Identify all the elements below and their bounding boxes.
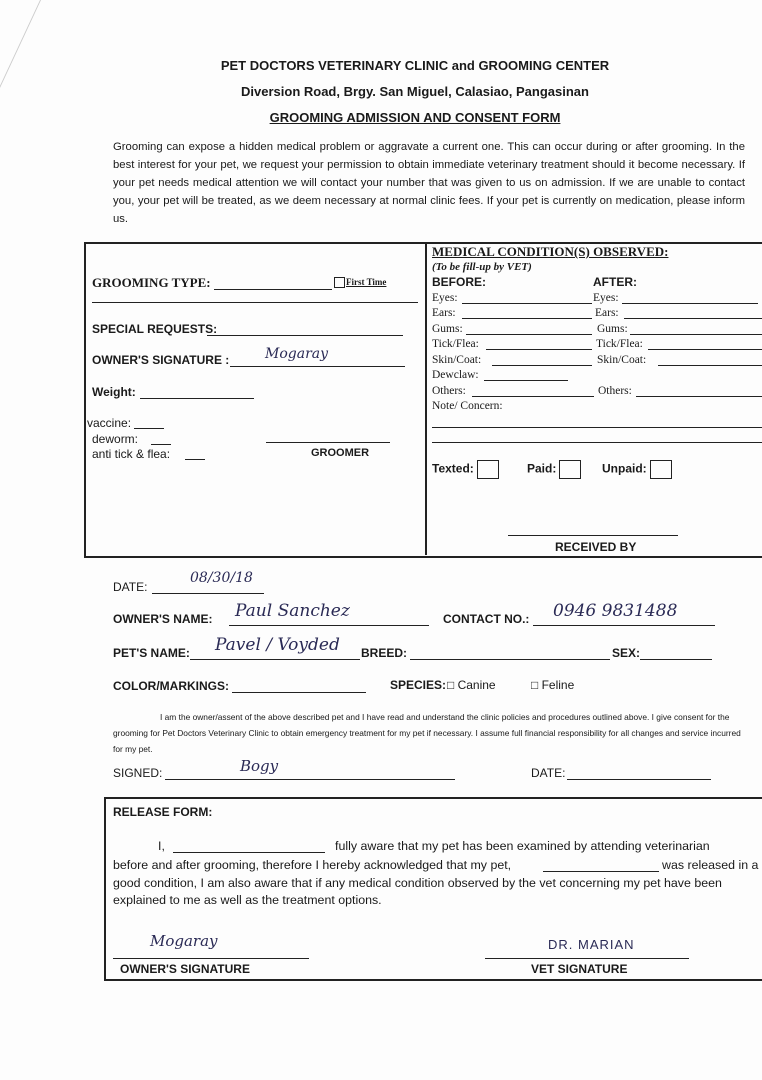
after-others: Others: <box>598 385 632 397</box>
release-title: RELEASE FORM: <box>113 805 213 819</box>
texted-label: Texted: <box>432 461 474 476</box>
grooming-type-field[interactable] <box>214 289 332 290</box>
before-eyes-field[interactable] <box>462 303 592 304</box>
medical-subtitle: (To be fill-up by VET) <box>432 261 532 273</box>
before-tick-field[interactable] <box>486 349 592 350</box>
owner-release-signature-label: OWNER'S SIGNATURE <box>120 962 250 976</box>
paid-checkbox[interactable] <box>527 460 581 479</box>
after-ears: Ears: <box>595 307 619 319</box>
after-heading: AFTER: <box>593 275 637 289</box>
clinic-name: PET DOCTORS VETERINARY CLINIC and GROOMING CENTER <box>220 58 610 73</box>
grooming-type-field-2[interactable] <box>92 302 418 303</box>
before-tick: Tick/Flea: <box>432 338 479 350</box>
box-divider <box>425 243 427 555</box>
owner-signature-value: Mogaray <box>265 346 329 362</box>
checkbox-icon <box>477 460 499 479</box>
intro-paragraph: Grooming can expose a hidden medical problem or aggravate a current one. This can occur during or after grooming. In the best interest for your pet, we request your permission to obtain immediate veterinary treatment should it become necessary. If your pet needs medical attention we will contact your number that was given to us on admission. If we are unable to contact you, your pet will be treated, as we deem necessary at normal clinic fees. If your pet is currently on medication, please inform us. <box>113 141 745 225</box>
release-owner-name-field[interactable] <box>173 852 325 853</box>
after-gums-field[interactable] <box>630 334 762 335</box>
deworm-label: deworm: <box>92 432 139 446</box>
release-text-2b: was released in a <box>662 858 759 872</box>
breed-label: BREED: <box>361 646 408 660</box>
note-label: Note/ Concern: <box>432 400 503 412</box>
before-skin-field[interactable] <box>492 365 592 366</box>
vaccine-field[interactable] <box>134 428 164 429</box>
release-text-4: explained to me as well as the treatment options. <box>113 893 382 907</box>
release-i: I, <box>158 839 165 853</box>
before-ears: Ears: <box>432 307 456 319</box>
after-tick-field[interactable] <box>648 349 762 350</box>
owner-name-label: OWNER'S NAME: <box>113 612 213 626</box>
before-gums-field[interactable] <box>466 334 592 335</box>
unpaid-checkbox[interactable] <box>602 460 672 479</box>
date-value: 08/30/18 <box>190 570 253 586</box>
release-pet-name-field[interactable] <box>543 871 659 872</box>
owner-release-signature-field[interactable] <box>113 958 309 959</box>
after-skin: Skin/Coat: <box>597 354 647 366</box>
before-dewclaw: Dewclaw: <box>432 369 479 381</box>
after-eyes-field[interactable] <box>622 303 758 304</box>
first-time-label: First Time <box>346 277 387 287</box>
before-eyes: Eyes: <box>432 292 458 304</box>
contact-field[interactable] <box>533 625 715 626</box>
sex-label: SEX: <box>612 646 641 660</box>
before-others-field[interactable] <box>472 396 594 397</box>
signed-value: Bogy <box>240 757 279 775</box>
special-requests-field[interactable] <box>207 335 403 336</box>
before-others: Others: <box>432 385 466 397</box>
after-skin-field[interactable] <box>658 365 762 366</box>
vet-signature-value: DR. MARIAN <box>548 937 635 952</box>
owner-signature-field[interactable] <box>230 366 405 367</box>
pet-name-label: PET'S NAME: <box>113 646 190 660</box>
owner-name-value: Paul Sanchez <box>235 601 350 621</box>
note-field-1[interactable] <box>432 427 762 428</box>
checkbox-icon <box>650 460 672 479</box>
release-text-2a: before and after grooming, therefore I hereby acknowledged that my pet, <box>113 858 512 872</box>
canine-checkbox[interactable]: □ Canine <box>447 678 496 692</box>
note-field-2[interactable] <box>432 442 762 443</box>
groomer-signature-field[interactable] <box>266 442 390 443</box>
release-text-1: fully aware that my pet has been examined by attending veterinarian <box>335 839 710 853</box>
consent-paragraph: I am the owner/assent of the above described pet and I have read and understand the clinic policies and procedures outlined above. I give consent for the grooming for Pet Doctors Veterinary Clinic to obtain emergency treatment for my pet if necessary. I assume full financial responsibility for all changes and service incurred for my pet. <box>113 712 741 754</box>
received-by-label: RECEIVED BY <box>555 540 637 554</box>
after-eyes: Eyes: <box>593 292 619 304</box>
anti-tick-field[interactable] <box>185 459 205 460</box>
weight-field[interactable] <box>140 398 254 399</box>
checkbox-icon <box>334 277 345 288</box>
contact-label: CONTACT NO.: <box>443 612 530 626</box>
after-gums: Gums: <box>597 323 628 335</box>
received-by-field[interactable] <box>508 535 678 536</box>
signed-date-label: DATE: <box>531 766 566 780</box>
pet-name-field[interactable] <box>190 659 360 660</box>
paid-label: Paid: <box>527 461 557 476</box>
signed-date-field[interactable] <box>567 779 711 780</box>
texted-checkbox[interactable] <box>432 460 499 479</box>
after-tick: Tick/Flea: <box>596 338 643 350</box>
before-skin: Skin/Coat: <box>432 354 482 366</box>
deworm-field[interactable] <box>151 444 171 445</box>
date-field[interactable] <box>152 593 264 594</box>
checkbox-icon <box>559 460 581 479</box>
vet-signature-label: VET SIGNATURE <box>531 962 628 976</box>
form-title: GROOMING ADMISSION AND CONSENT FORM <box>269 110 561 125</box>
paper-fold <box>0 0 41 90</box>
special-requests-label: SPECIAL REQUESTS: <box>92 322 218 336</box>
signed-field[interactable] <box>165 779 455 780</box>
before-dewclaw-field[interactable] <box>484 380 568 381</box>
color-field[interactable] <box>232 692 366 693</box>
first-time-checkbox[interactable] <box>334 277 386 288</box>
date-label: DATE: <box>113 580 148 594</box>
vaccine-label: vaccine: <box>87 416 132 430</box>
weight-label: Weight: <box>92 385 136 399</box>
pet-name-value: Pavel / Voyded <box>215 635 340 655</box>
medical-title: MEDICAL CONDITION(S) OBSERVED: <box>432 244 669 259</box>
sex-field[interactable] <box>640 659 712 660</box>
unpaid-label: Unpaid: <box>602 461 647 476</box>
after-others-field[interactable] <box>636 396 762 397</box>
contact-value: 0946 9831488 <box>553 601 678 621</box>
after-ears-field[interactable] <box>624 318 762 319</box>
signed-label: SIGNED: <box>113 766 163 780</box>
groomer-label: GROOMER <box>311 447 370 459</box>
feline-checkbox[interactable]: □ Feline <box>531 678 575 692</box>
release-text-3: good condition, I am also aware that if any medical condition observed by the vet concerning my pet have been <box>113 876 722 890</box>
species-label: SPECIES: <box>390 678 447 692</box>
color-label: COLOR/MARKINGS: <box>113 679 229 693</box>
before-gums: Gums: <box>432 323 463 335</box>
grooming-type-label: GROOMING TYPE: <box>92 275 211 290</box>
owner-signature-label: OWNER'S SIGNATURE : <box>92 353 230 367</box>
before-heading: BEFORE: <box>432 275 486 289</box>
anti-tick-label: anti tick & flea: <box>92 447 171 461</box>
owner-release-signature-value: Mogaray <box>150 932 218 950</box>
owner-name-field[interactable] <box>229 625 429 626</box>
breed-field[interactable] <box>410 659 610 660</box>
clinic-address: Diversion Road, Brgy. San Miguel, Calasiao, Pangasinan <box>241 84 589 99</box>
before-ears-field[interactable] <box>462 318 592 319</box>
vet-signature-field[interactable] <box>485 958 689 959</box>
